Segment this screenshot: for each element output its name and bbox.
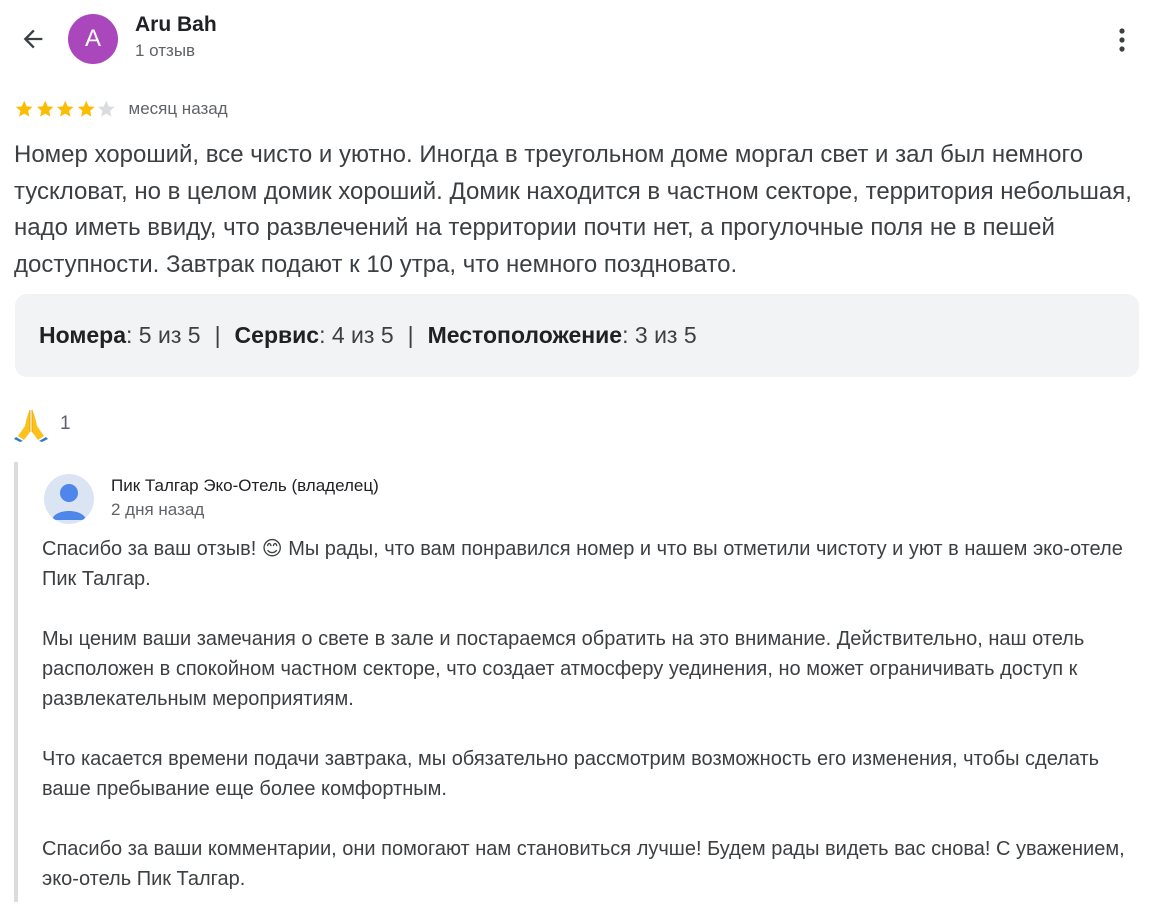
star-filled-icon <box>35 99 56 119</box>
reply-paragraph: Мы ценим ваши замечания о свете в зале и постараемся обратить на это внимание. Действительно, наш отель расположен в спокойном частном секторе, что создает атмосферу уединения, но может ограничивать доступ к развлекательным мероприятиям. <box>42 628 1085 710</box>
back-button[interactable] <box>14 20 52 58</box>
reaction-button[interactable] <box>14 405 71 443</box>
reaction-count: 1 <box>60 413 71 434</box>
review-date: месяц назад <box>128 99 228 118</box>
review-text: Номер хороший, все чисто и уютно. Иногда в треугольном доме моргал свет и зал был немного тускловат, но в целом домик хороший. Домик находится в частном секторе, территория небольшая, надо иметь ввиду, что развлечений на территории почти нет, а прогулочные поля не в пешей доступности. Завтрак подают к 10 утра, что немного поздновато. <box>14 141 1132 278</box>
author-review-count: 1 отзыв <box>135 41 196 60</box>
owner-reply-text <box>42 534 1132 913</box>
more-options-button[interactable] <box>1106 20 1138 60</box>
star-empty-icon <box>96 99 117 119</box>
sub-rating-service: Сервис: 4 из 5 <box>234 322 394 348</box>
separator: | <box>214 322 221 348</box>
star-filled-icon <box>14 99 35 119</box>
star-filled-icon <box>55 99 76 119</box>
rating-row <box>14 96 228 122</box>
author-avatar[interactable]: A <box>68 14 118 64</box>
person-icon <box>44 474 94 524</box>
owner-name: Пик Талгар Эко-Отель (владелец) <box>111 476 379 495</box>
owner-reply <box>14 462 1144 902</box>
review-header <box>0 0 1162 80</box>
more-vert-icon <box>1117 27 1127 53</box>
star-rating <box>14 99 117 119</box>
star-filled-icon <box>76 99 97 119</box>
reply-paragraph: Спасибо за ваш отзыв! 😊 Мы рады, что вам понравился номер и что вы отметили чистоту и уют в нашем эко-отеле Пик Талгар. <box>42 538 1123 590</box>
folded-hands-icon <box>14 406 48 442</box>
owner-avatar <box>44 474 94 524</box>
arrow-back-icon <box>19 25 47 53</box>
reply-paragraph: Спасибо за ваши комментарии, они помогают нам становиться лучше! Будем рады видеть вас снова! С уважением, эко-отель Пик Талгар. <box>42 838 1125 890</box>
sub-rating-rooms: Номера: 5 из 5 <box>39 322 201 348</box>
separator: | <box>407 322 414 348</box>
author-name[interactable]: Aru Bah <box>135 13 217 36</box>
reply-paragraph: Что касается времени подачи завтрака, мы обязательно рассмотрим возможность его изменения, чтобы сделать ваше пребывание еще более комфортным. <box>42 748 1100 800</box>
sub-rating-location: Местоположение: 3 из 5 <box>427 322 697 348</box>
owner-reply-date: 2 дня назад <box>111 500 205 519</box>
sub-ratings <box>15 294 1139 377</box>
